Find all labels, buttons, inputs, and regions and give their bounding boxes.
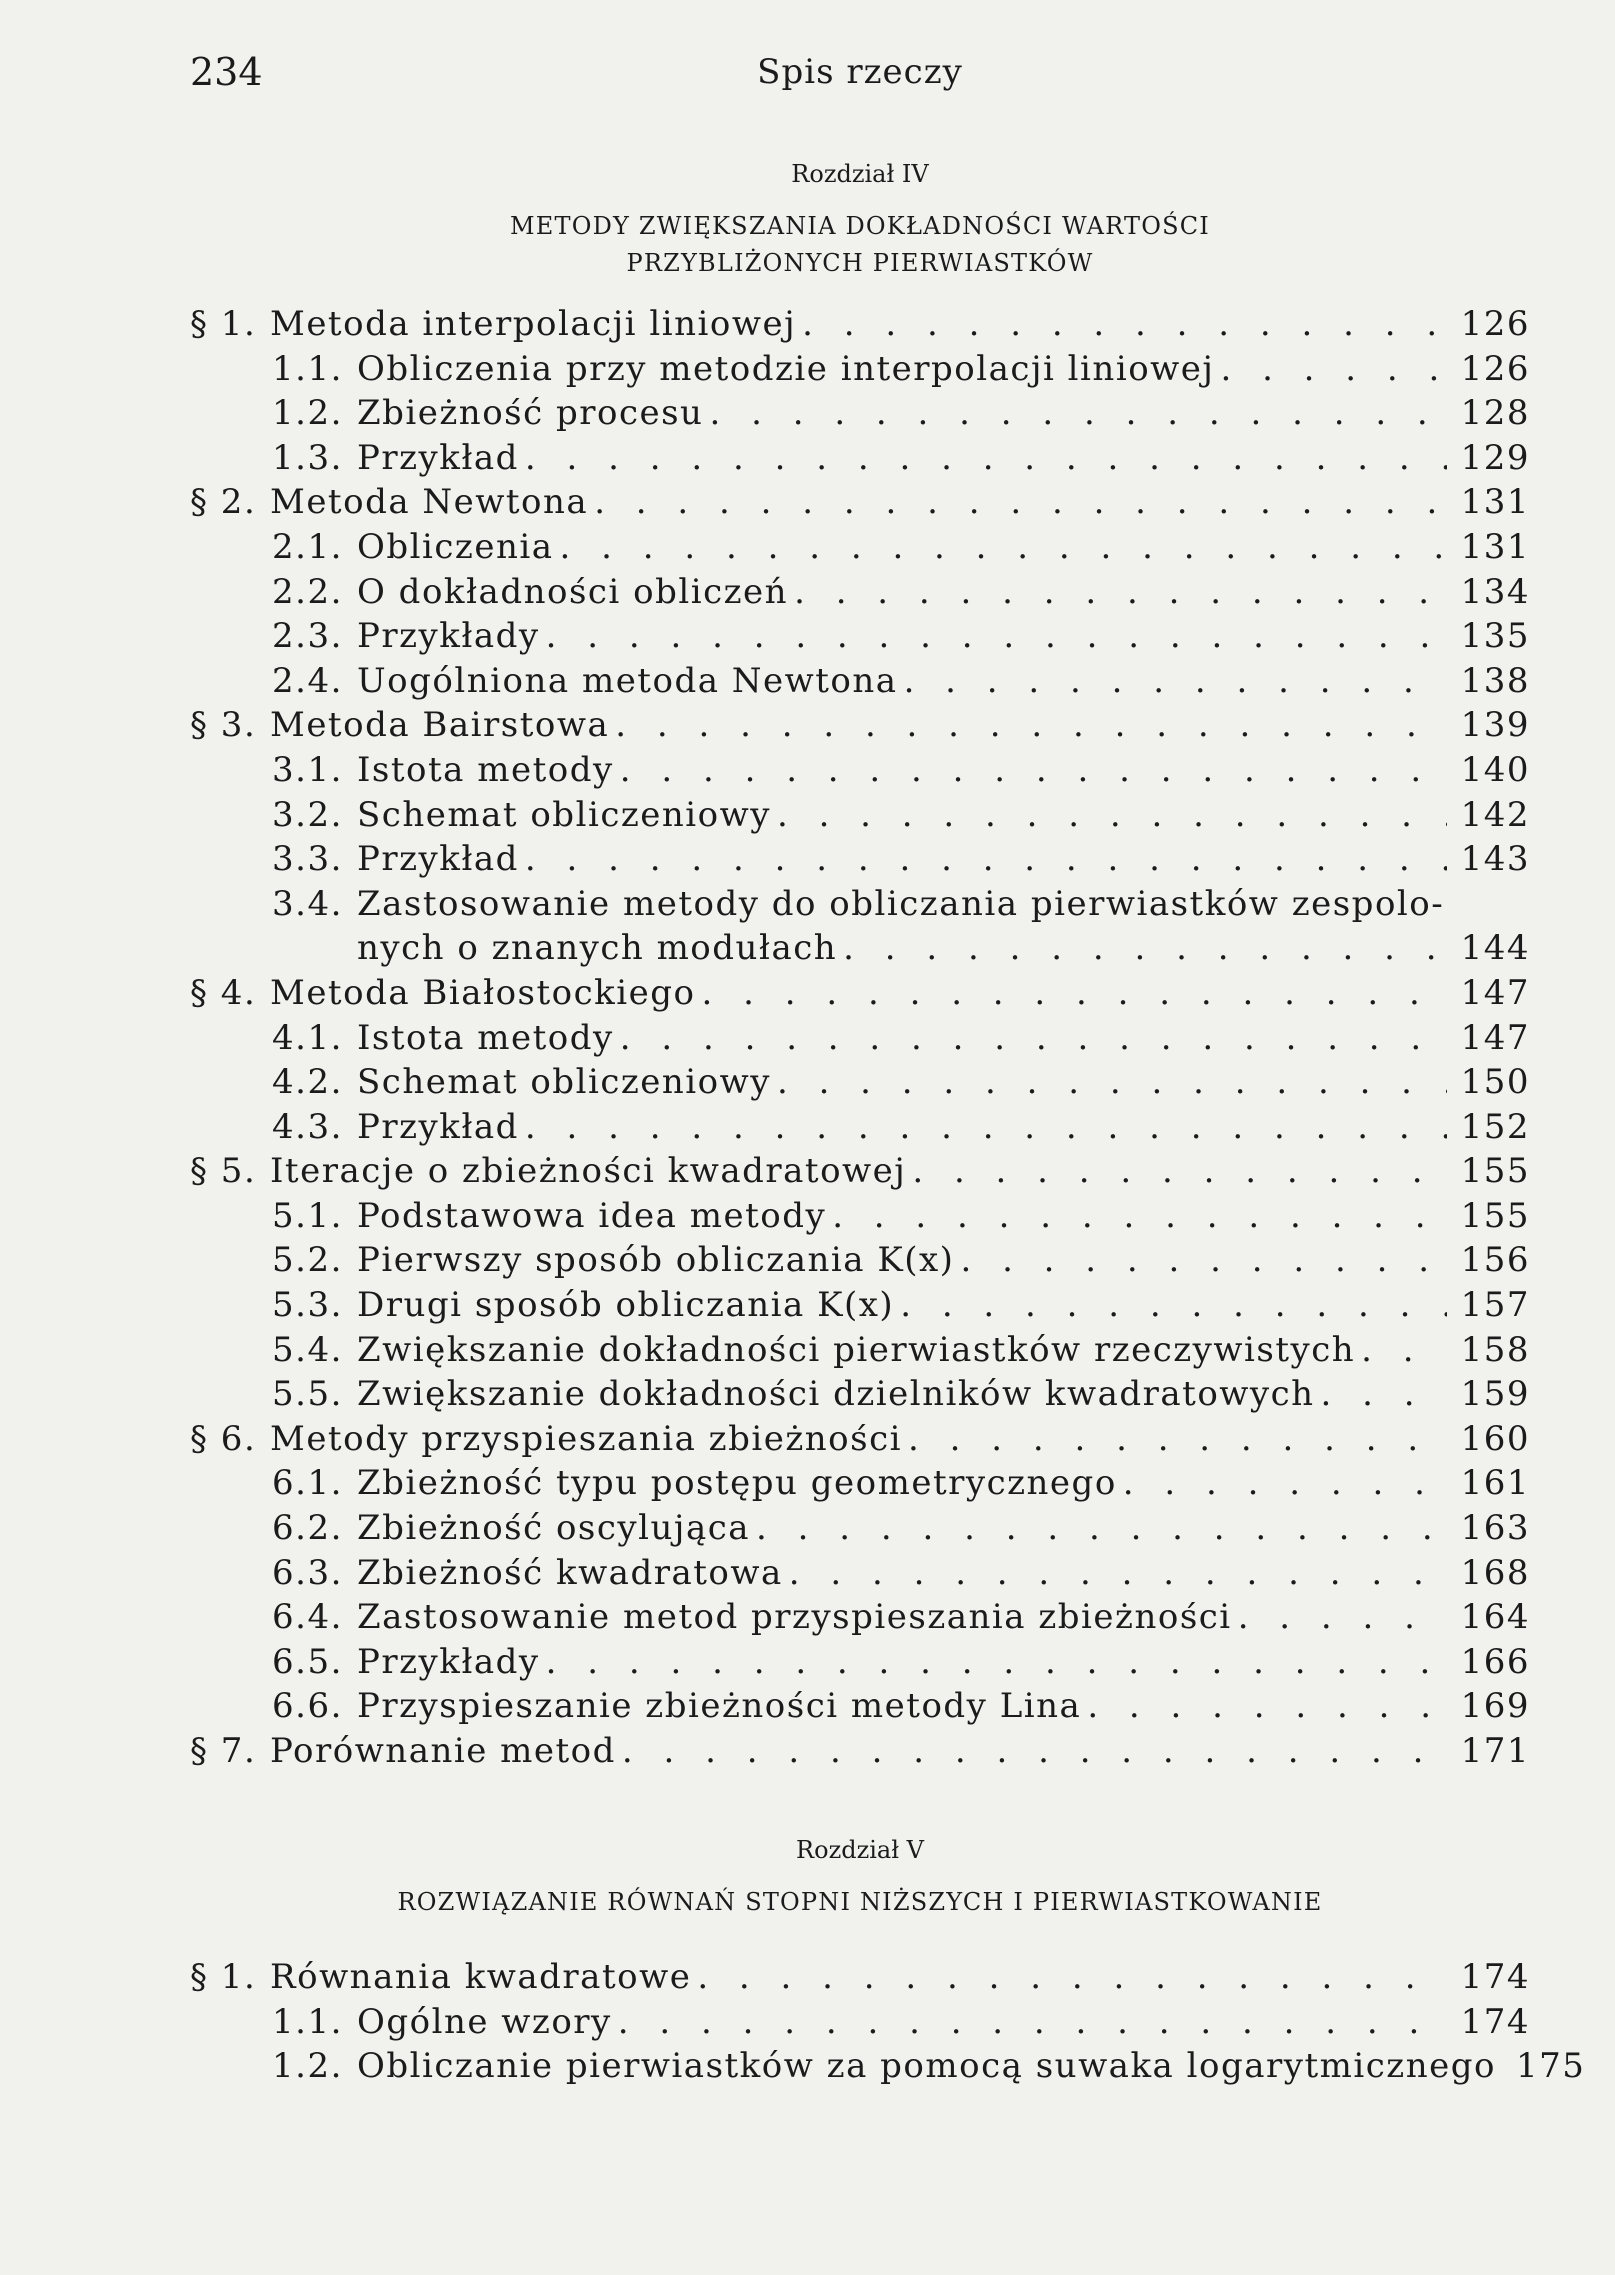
entry-number: § 1. xyxy=(190,304,257,344)
dot-leader xyxy=(1238,1595,1447,1639)
entry-page-number: 161 xyxy=(1460,1463,1530,1504)
entry-number: 2.3. xyxy=(272,616,343,657)
entry-number: 2.2. xyxy=(272,571,343,612)
dot-leader xyxy=(1087,1684,1446,1728)
dot-leader xyxy=(546,614,1447,658)
entry-page-number: 143 xyxy=(1460,839,1530,880)
toc-subsection-entry xyxy=(190,1506,1530,1551)
entry-number: 3.2. xyxy=(272,794,343,835)
toc-subsection-entry xyxy=(190,1640,1530,1685)
toc-subsection-entry xyxy=(190,436,1530,481)
entry-number: 1.2. xyxy=(272,2046,343,2087)
entry-number: 6.1. xyxy=(272,1463,343,1504)
entry-number: 1.1. xyxy=(272,2001,343,2042)
entry-page-number: 156 xyxy=(1460,1240,1530,1281)
entry-title: Zbieżność oscylująca xyxy=(357,1508,751,1549)
entry-title: Metoda interpolacji liniowej xyxy=(270,304,797,344)
entry-title: Zastosowanie metody do obliczania pierwiastków zespolo- xyxy=(357,883,1445,924)
toc-subsection-entry xyxy=(190,525,1530,570)
entry-page-number: 169 xyxy=(1460,1686,1530,1727)
entry-number: 5.4. xyxy=(272,1329,343,1370)
entry-number: 6.4. xyxy=(272,1597,343,1638)
entry-title: Zbieżność procesu xyxy=(357,393,704,434)
entry-number: 4.1. xyxy=(272,1017,343,1058)
entry-title: Przykład xyxy=(357,839,519,880)
entry-page-number: 166 xyxy=(1460,1641,1530,1682)
toc-subsection-entry xyxy=(190,1461,1530,1506)
entry-title: O dokładności obliczeń xyxy=(357,571,789,612)
chapter-iv-heading xyxy=(190,160,1530,282)
entry-number: 5.2. xyxy=(272,1240,343,1281)
entry-page-number: 147 xyxy=(1460,1017,1530,1058)
toc-section-entry xyxy=(190,703,1530,748)
entry-title: Przykłady xyxy=(357,616,540,657)
dot-leader xyxy=(525,436,1447,480)
entry-page-number: 139 xyxy=(1460,705,1530,746)
dot-leader xyxy=(594,480,1446,524)
entry-title: Uogólniona metoda Newtona xyxy=(357,660,898,701)
entry-number: § 7. xyxy=(190,1731,257,1771)
dot-leader xyxy=(622,1729,1447,1773)
entry-number: 1.1. xyxy=(272,348,343,389)
entry-page-number: 168 xyxy=(1460,1552,1530,1593)
toc-section-entry xyxy=(190,302,1530,347)
toc-subsection-entry xyxy=(190,1238,1530,1283)
dot-leader xyxy=(904,659,1447,703)
entry-number: 2.4. xyxy=(272,660,343,701)
entry-title: Metoda Bairstowa xyxy=(270,705,610,746)
chapter-v-heading xyxy=(190,1836,1530,1921)
entry-title: Przykład xyxy=(357,1106,519,1147)
entry-number: 6.5. xyxy=(272,1641,343,1682)
entry-title: Metody przyspieszania zbieżności xyxy=(270,1418,902,1459)
toc-subsection-entry xyxy=(190,1194,1530,1239)
entry-number: 3.1. xyxy=(272,749,343,790)
entry-page-number: 163 xyxy=(1460,1508,1530,1549)
entry-title: Istota metody xyxy=(357,1017,614,1058)
running-title: Spis rzeczy xyxy=(757,52,963,92)
toc-subsection-entry xyxy=(190,1016,1530,1061)
entry-number: 5.3. xyxy=(272,1285,343,1326)
dot-leader xyxy=(615,703,1446,747)
entry-title: Zbieżność kwadratowa xyxy=(357,1552,783,1593)
entry-page-number: 126 xyxy=(1460,348,1530,389)
entry-page-number: 135 xyxy=(1460,616,1530,657)
toc-subsection-entry xyxy=(190,1105,1530,1150)
entry-title: Porównanie metod xyxy=(270,1731,616,1771)
dot-leader xyxy=(546,1640,1447,1684)
chapter-title-line-2: PRZYBLIŻONYCH PIERWIASTKÓW xyxy=(626,249,1094,277)
dot-leader xyxy=(794,570,1447,614)
dot-leader xyxy=(843,926,1446,970)
entry-number: 5.1. xyxy=(272,1195,343,1236)
entry-number: 4.2. xyxy=(272,1062,343,1103)
entry-page-number: 147 xyxy=(1460,972,1530,1013)
entry-page-number: 155 xyxy=(1460,1195,1530,1236)
entry-page-number: 158 xyxy=(1460,1329,1530,1370)
entry-page-number: 159 xyxy=(1460,1374,1530,1415)
entry-title: Obliczenia xyxy=(357,526,554,567)
entry-number: 4.3. xyxy=(272,1106,343,1147)
toc-chapter-iv xyxy=(190,302,1530,1774)
toc-subsection-entry xyxy=(190,570,1530,615)
toc-subsection-entry xyxy=(190,2044,1586,2089)
chapter-label: Rozdział V xyxy=(796,1836,924,1864)
entry-page-number: 164 xyxy=(1460,1597,1530,1638)
entry-number: § 3. xyxy=(190,705,257,746)
entry-page-number: 131 xyxy=(1460,482,1530,523)
toc-subsection-entry xyxy=(190,347,1530,392)
dot-leader xyxy=(1321,1372,1447,1416)
entry-title: Przykłady xyxy=(357,1641,540,1682)
entry-page-number: 174 xyxy=(1460,2001,1530,2042)
dot-leader xyxy=(709,391,1446,435)
dot-leader xyxy=(777,793,1447,837)
toc-subsection-entry xyxy=(190,1551,1530,1596)
entry-title: Obliczenia przy metodzie interpolacji liniowej xyxy=(357,348,1215,389)
dot-leader xyxy=(756,1506,1447,1550)
toc-section-entry xyxy=(190,480,1530,525)
entry-title: Zastosowanie metod przyspieszania zbieżności xyxy=(357,1597,1232,1638)
entry-title: nych o znanych modułach xyxy=(357,928,838,969)
entry-title: Iteracje o zbieżności kwadratowej xyxy=(270,1151,907,1192)
toc-subsection-entry xyxy=(190,1328,1530,1373)
toc-subsection-entry xyxy=(190,926,1530,971)
toc-section-entry xyxy=(190,1955,1530,2000)
entry-page-number: 128 xyxy=(1460,393,1530,434)
entry-number: 1.2. xyxy=(272,393,343,434)
entry-title: Podstawowa idea metody xyxy=(357,1195,827,1236)
dot-leader xyxy=(620,1016,1447,1060)
entry-page-number: 150 xyxy=(1460,1062,1530,1103)
chapter-label: Rozdział IV xyxy=(791,160,929,188)
dot-leader xyxy=(525,1105,1447,1149)
entry-page-number: 138 xyxy=(1460,660,1530,701)
entry-page-number: 144 xyxy=(1460,928,1530,969)
entry-number: 3.3. xyxy=(272,839,343,880)
entry-page-number: 129 xyxy=(1460,437,1530,478)
entry-title: Drugi sposób obliczania K(x) xyxy=(357,1285,895,1326)
entry-page-number: 152 xyxy=(1460,1106,1530,1147)
entry-title: Metoda Newtona xyxy=(270,482,589,523)
entry-title: Równania kwadratowe xyxy=(270,1957,692,1997)
entry-title: Ogólne wzory xyxy=(357,2001,612,2042)
entry-title: Zwiększanie dokładności dzielników kwadratowych xyxy=(357,1374,1315,1415)
entry-title: Obliczanie pierwiastków za pomocą suwaka logarytmicznego xyxy=(357,2046,1496,2087)
toc-subsection-entry xyxy=(190,1684,1530,1729)
entry-number: § 6. xyxy=(190,1418,257,1459)
entry-page-number: 142 xyxy=(1460,794,1530,835)
dot-leader xyxy=(618,2000,1447,2044)
entry-number: § 4. xyxy=(190,972,257,1013)
entry-page-number: 126 xyxy=(1460,304,1530,344)
dot-leader xyxy=(832,1194,1446,1238)
entry-page-number: 174 xyxy=(1460,1957,1530,1997)
dot-leader xyxy=(789,1551,1447,1595)
toc-section-entry xyxy=(190,1149,1530,1194)
page-header xyxy=(190,50,1530,110)
dot-leader xyxy=(697,1955,1446,1999)
entry-number: 6.6. xyxy=(272,1686,343,1727)
entry-number: § 5. xyxy=(190,1151,257,1192)
toc-subsection-entry xyxy=(190,659,1530,704)
entry-page-number: 171 xyxy=(1460,1731,1530,1771)
chapter-title-line-1: METODY ZWIĘKSZANIA DOKŁADNOŚCI WARTOŚCI xyxy=(510,212,1210,240)
dot-leader xyxy=(777,1060,1447,1104)
dot-leader xyxy=(1123,1461,1447,1505)
entry-page-number: 140 xyxy=(1460,749,1530,790)
toc-subsection-entry xyxy=(190,837,1530,882)
entry-number: 5.5. xyxy=(272,1374,343,1415)
toc-chapter-v xyxy=(190,1955,1586,2089)
entry-page-number: 175 xyxy=(1515,2046,1586,2087)
toc-subsection-entry xyxy=(190,1283,1530,1328)
entry-title: Metoda Białostockiego xyxy=(270,972,696,1013)
dot-leader xyxy=(525,837,1447,881)
toc-subsection-entry xyxy=(190,614,1530,659)
dot-leader xyxy=(702,971,1447,1015)
entry-title: Pierwszy sposób obliczania K(x) xyxy=(357,1240,955,1281)
toc-subsection-entry xyxy=(190,1372,1530,1417)
toc-subsection-entry xyxy=(190,391,1530,436)
entry-title: Przyspieszanie zbieżności metody Lina xyxy=(357,1686,1082,1727)
entry-number: 6.3. xyxy=(272,1552,343,1593)
entry-title: Zbieżność typu postępu geometrycznego xyxy=(357,1463,1117,1504)
dot-leader xyxy=(908,1417,1447,1461)
dot-leader xyxy=(802,302,1446,346)
entry-title: Schemat obliczeniowy xyxy=(357,794,771,835)
chapter-title-line-1: ROZWIĄZANIE RÓWNAŃ STOPNI NIŻSZYCH I PIERWIASTKOWANIE xyxy=(397,1888,1323,1916)
entry-title: Istota metody xyxy=(357,749,614,790)
entry-title: Schemat obliczeniowy xyxy=(357,1062,771,1103)
entry-number: 2.1. xyxy=(272,526,343,567)
toc-subsection-entry xyxy=(190,882,1530,927)
page-number: 234 xyxy=(190,50,263,94)
toc-section-entry xyxy=(190,971,1530,1016)
entry-page-number: 157 xyxy=(1460,1285,1530,1326)
entry-title: Przykład xyxy=(357,437,519,478)
dot-leader xyxy=(912,1149,1446,1193)
toc-subsection-entry xyxy=(190,2000,1530,2045)
entry-page-number: 131 xyxy=(1460,526,1530,567)
dot-leader xyxy=(960,1238,1446,1282)
toc-section-entry xyxy=(190,1417,1530,1462)
entry-number: 6.2. xyxy=(272,1508,343,1549)
entry-number: 3.4. xyxy=(272,883,343,924)
entry-title: Zwiększanie dokładności pierwiastków rzeczywistych xyxy=(357,1329,1356,1370)
entry-number: § 2. xyxy=(190,482,257,523)
toc-subsection-entry xyxy=(190,793,1530,838)
entry-page-number: 134 xyxy=(1460,571,1530,612)
dot-leader xyxy=(560,525,1447,569)
toc-section-entry xyxy=(190,1729,1530,1774)
dot-leader xyxy=(620,748,1447,792)
entry-page-number: 155 xyxy=(1460,1151,1530,1192)
toc-subsection-entry xyxy=(190,1060,1530,1105)
entry-number: § 1. xyxy=(190,1957,257,1997)
toc-subsection-entry xyxy=(190,748,1530,793)
toc-subsection-entry xyxy=(190,1595,1530,1640)
entry-number: 1.3. xyxy=(272,437,343,478)
dot-leader xyxy=(1220,347,1446,391)
dot-leader xyxy=(1361,1328,1446,1372)
dot-leader xyxy=(900,1283,1446,1327)
entry-page-number: 160 xyxy=(1460,1418,1530,1459)
